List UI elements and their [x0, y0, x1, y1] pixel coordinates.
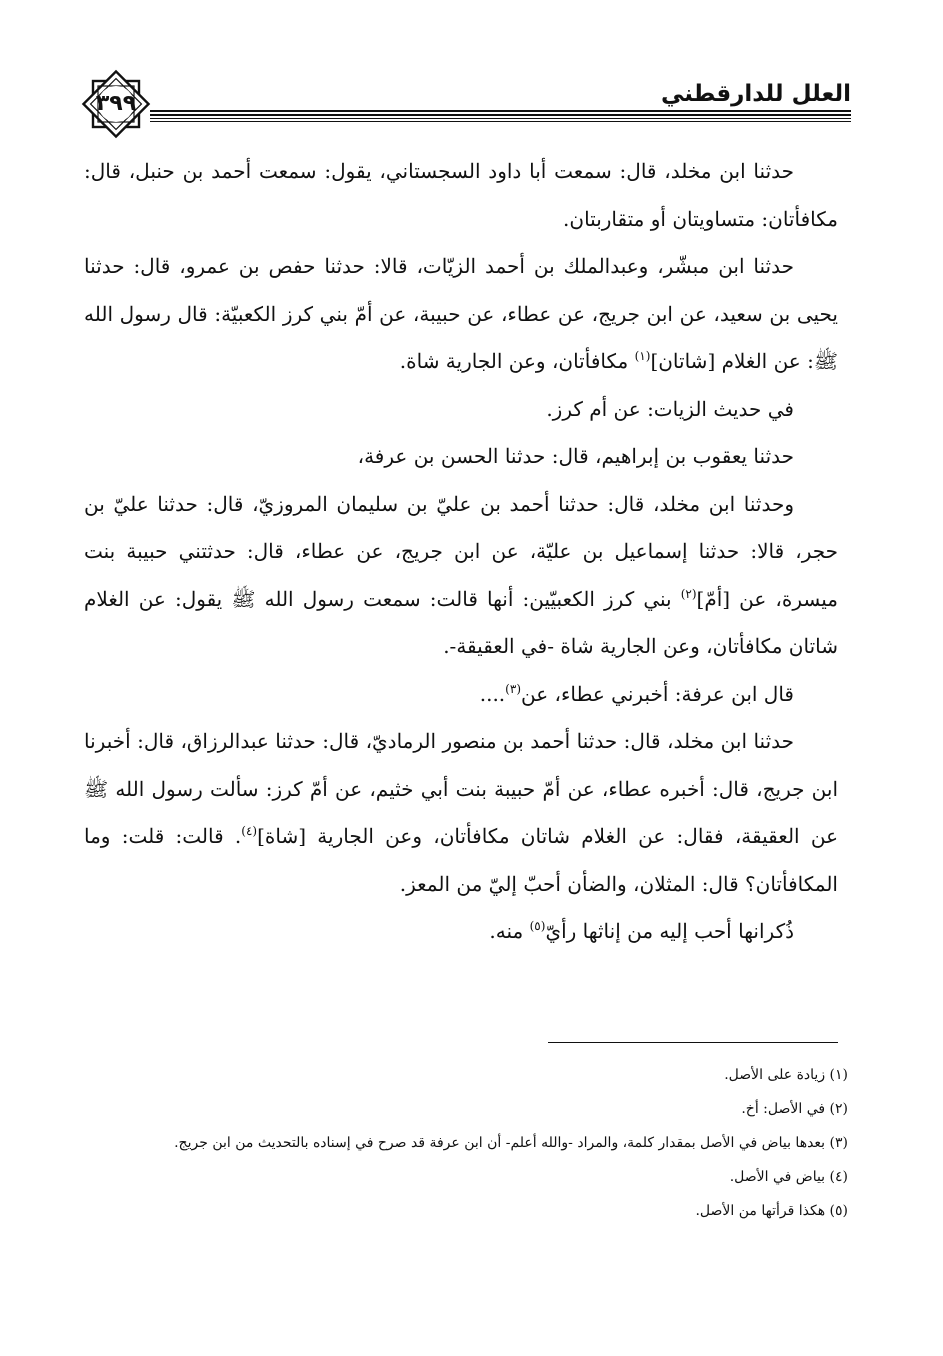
footnote-marker: (٥) — [529, 919, 546, 933]
footnote-marker: (٣) — [505, 681, 521, 696]
header-rule — [150, 118, 851, 119]
header-rule — [150, 114, 851, 116]
footnote-separator — [548, 1042, 838, 1043]
footnote: (١) زيادة على الأصل. — [724, 1067, 848, 1083]
paragraph: وحدثنا ابن مخلد، قال: حدثنا أحمد بن عليّ بن سليمان المروزيّ، قال: حدثنا عليّ بن حجر، قالا: حدثنا إسماعيل بن عليّة، عن ابن جريج، عن عطاء، قال: حدثتني حبيبة بنت ميسرة، عن [أمّ]$^{(٢)}$ بني كرز الكعبيّين: أنها قالت: سمعت رسول الله ﷺ يقول: عن الغلام شاتان مكافأتان، وعن الجارية شاة -في العقيقة-. — [84, 491, 838, 658]
paragraph: حدثنا ابن مخلد، قال: حدثنا أحمد بن منصور الرماديّ، قال: حدثنا عبدالرزاق، قال: أخبرنا ابن جريج، قال: أخبره عطاء، عن أمّ حبيبة بنت أبي خثيم، عن أمّ كرز: سألت رسول الله ﷺ عن العقيقة، فقال: عن الغلام شاتان مكافأتان، وعن الجارية [شاة]$^{(٤)}$. قالت: قلت: وما المكافأتان؟ قال: المثلان، والضأن أحبّ إليّ من المعز. — [84, 729, 839, 896]
main-text — [84, 148, 838, 956]
book-title: العلل للدارقطني — [661, 81, 851, 107]
footnote: (٣) بعدها بياض في الأصل بمقدار كلمة، والمراد -والله أعلم- أن ابن عرفة قد صرح في إسناده بالتحديث من ابن جريج. — [174, 1135, 848, 1151]
footnote-marker: (٤) — [241, 824, 258, 838]
header-rule — [150, 110, 851, 112]
paragraph: ذُكرانها أحب إليه من إناثها رأيّ$^{(٥)}$ منه. — [489, 919, 794, 943]
page-header — [0, 0, 943, 140]
paragraph: قال ابن عرفة: أخبرني عطاء، عن$^{(٣)}$.... — [479, 681, 794, 706]
footnote-marker: (٢) — [680, 586, 697, 601]
footnotes — [84, 1058, 848, 1228]
footnote: (٥) هكذا قرأتها من الأصل. — [695, 1203, 848, 1219]
footnote-marker: (١) — [634, 349, 651, 363]
paragraph: حدثنا ابن مبشّر، وعبدالملك بن أحمد الزيّات، قالا: حدثنا حفص بن عمرو، قال: حدثنا يحيى بن سعيد، عن ابن جريج، عن عطاء، عن حبيبة، عن أمّ بني كرز الكعبيّة: قال رسول الله ﷺ: عن الغلام [شاتان]$^{(١)}$ مكافأتان، وعن الجارية شاة. — [84, 254, 838, 373]
header-rule — [150, 121, 851, 122]
footnote: (٢) في الأصل: أخ. — [741, 1101, 848, 1117]
paragraph: في حديث الزيات: عن أم كرز. — [546, 396, 794, 421]
footnote: (٤) بياض في الأصل. — [729, 1169, 848, 1185]
page-number: ٣٩٩ — [95, 91, 137, 116]
paragraph: حدثنا يعقوب بن إبراهيم، قال: حدثنا الحسن بن عرفة، — [357, 444, 794, 468]
paragraph: حدثنا ابن مخلد، قال: سمعت أبا داود السجستاني، يقول: سمعت أحمد بن حنبل، قال: مكافأتان: متساويتان أو متقاربتان. — [84, 159, 838, 231]
